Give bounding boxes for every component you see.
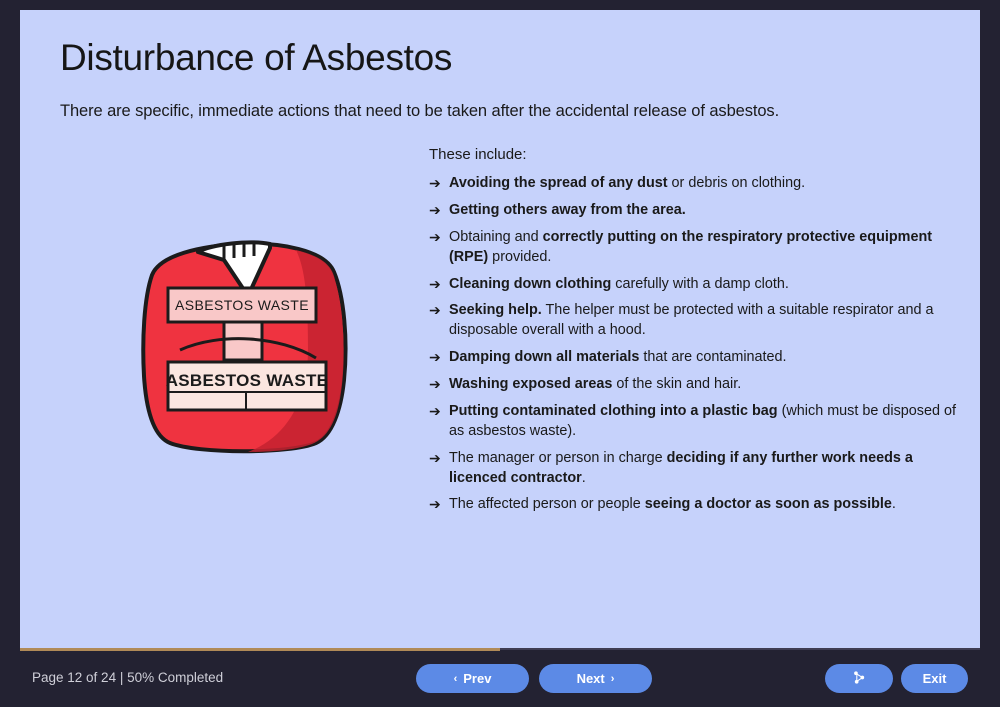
- arrow-bullet-icon: ➔: [429, 349, 441, 366]
- svg-text:ASBESTOS WASTE: ASBESTOS WASTE: [165, 371, 329, 390]
- progress-bar: [20, 648, 500, 651]
- list-item-label: Washing exposed areas of the skin and hair.: [449, 376, 742, 392]
- list-item: [429, 449, 957, 489]
- list-item-label: Seeking help. The helper must be protected with a suitable respirator and a disposable overall with a hood.: [449, 302, 934, 339]
- list-item-label: The affected person or people seeing a doctor as soon as possible.: [449, 496, 896, 513]
- prev-button-label: Prev: [463, 671, 492, 686]
- exit-button[interactable]: [901, 664, 968, 693]
- arrow-bullet-icon: ➔: [429, 302, 441, 319]
- list-intro-label: These include:: [429, 146, 527, 163]
- asbestos-waste-bag-illustration: [120, 200, 380, 460]
- arrow-bullet-icon: ➔: [429, 201, 441, 218]
- exit-button-label: Exit: [922, 671, 947, 686]
- page-title: Disturbance of Asbestos: [60, 37, 453, 78]
- page-status-text: Page 12 of 24 | 50% Completed: [32, 670, 224, 685]
- list-item: [429, 301, 957, 341]
- arrow-bullet-icon: ➔: [429, 175, 441, 191]
- prev-button[interactable]: [416, 664, 529, 693]
- arrow-bullet-icon: ➔: [429, 449, 441, 466]
- chevron-left-icon: ‹: [453, 672, 458, 685]
- list-item-label: Obtaining and correctly putting on the respiratory protective equipment (RPE) provided.: [449, 228, 933, 265]
- arrow-bullet-icon: ➔: [429, 402, 441, 419]
- svg-text:ASBESTOS WASTE: ASBESTOS WASTE: [175, 297, 309, 313]
- chevron-right-icon: ›: [610, 672, 615, 685]
- arrow-bullet-icon: ➔: [429, 496, 441, 513]
- list-item-label: The manager or person in charge deciding if any further work needs a licenced contractor.: [449, 449, 913, 486]
- list-item: [429, 174, 957, 194]
- list-item: [429, 201, 957, 221]
- slide-subtitle: There are specific, immediate actions that need to be taken after the accidental release of asbestos.: [60, 102, 780, 120]
- next-button[interactable]: [539, 664, 652, 693]
- list-item: [429, 228, 957, 268]
- list-item-label: Damping down all materials that are contaminated.: [449, 349, 787, 366]
- slide-content: [20, 10, 980, 648]
- list-item: [429, 402, 957, 442]
- gear-icon: [851, 669, 868, 689]
- action-list: [429, 174, 957, 522]
- list-item-label: Cleaning down clothing carefully with a damp cloth.: [449, 275, 789, 292]
- list-item: [429, 375, 957, 395]
- list-item-label: Getting others away from the area.: [449, 201, 686, 218]
- arrow-bullet-icon: ➔: [429, 376, 441, 392]
- list-item-label: Putting contaminated clothing into a plastic bag (which must be disposed of as asbestos waste).: [449, 402, 956, 439]
- arrow-bullet-icon: ➔: [429, 228, 441, 245]
- list-item: [429, 348, 957, 368]
- arrow-bullet-icon: ➔: [429, 275, 441, 292]
- list-item: [429, 275, 957, 295]
- list-item-label: Avoiding the spread of any dust or debris on clothing.: [449, 175, 806, 191]
- next-button-label: Next: [576, 671, 605, 686]
- list-item: [429, 495, 957, 515]
- settings-button[interactable]: [825, 664, 893, 693]
- player-footer: [20, 648, 980, 707]
